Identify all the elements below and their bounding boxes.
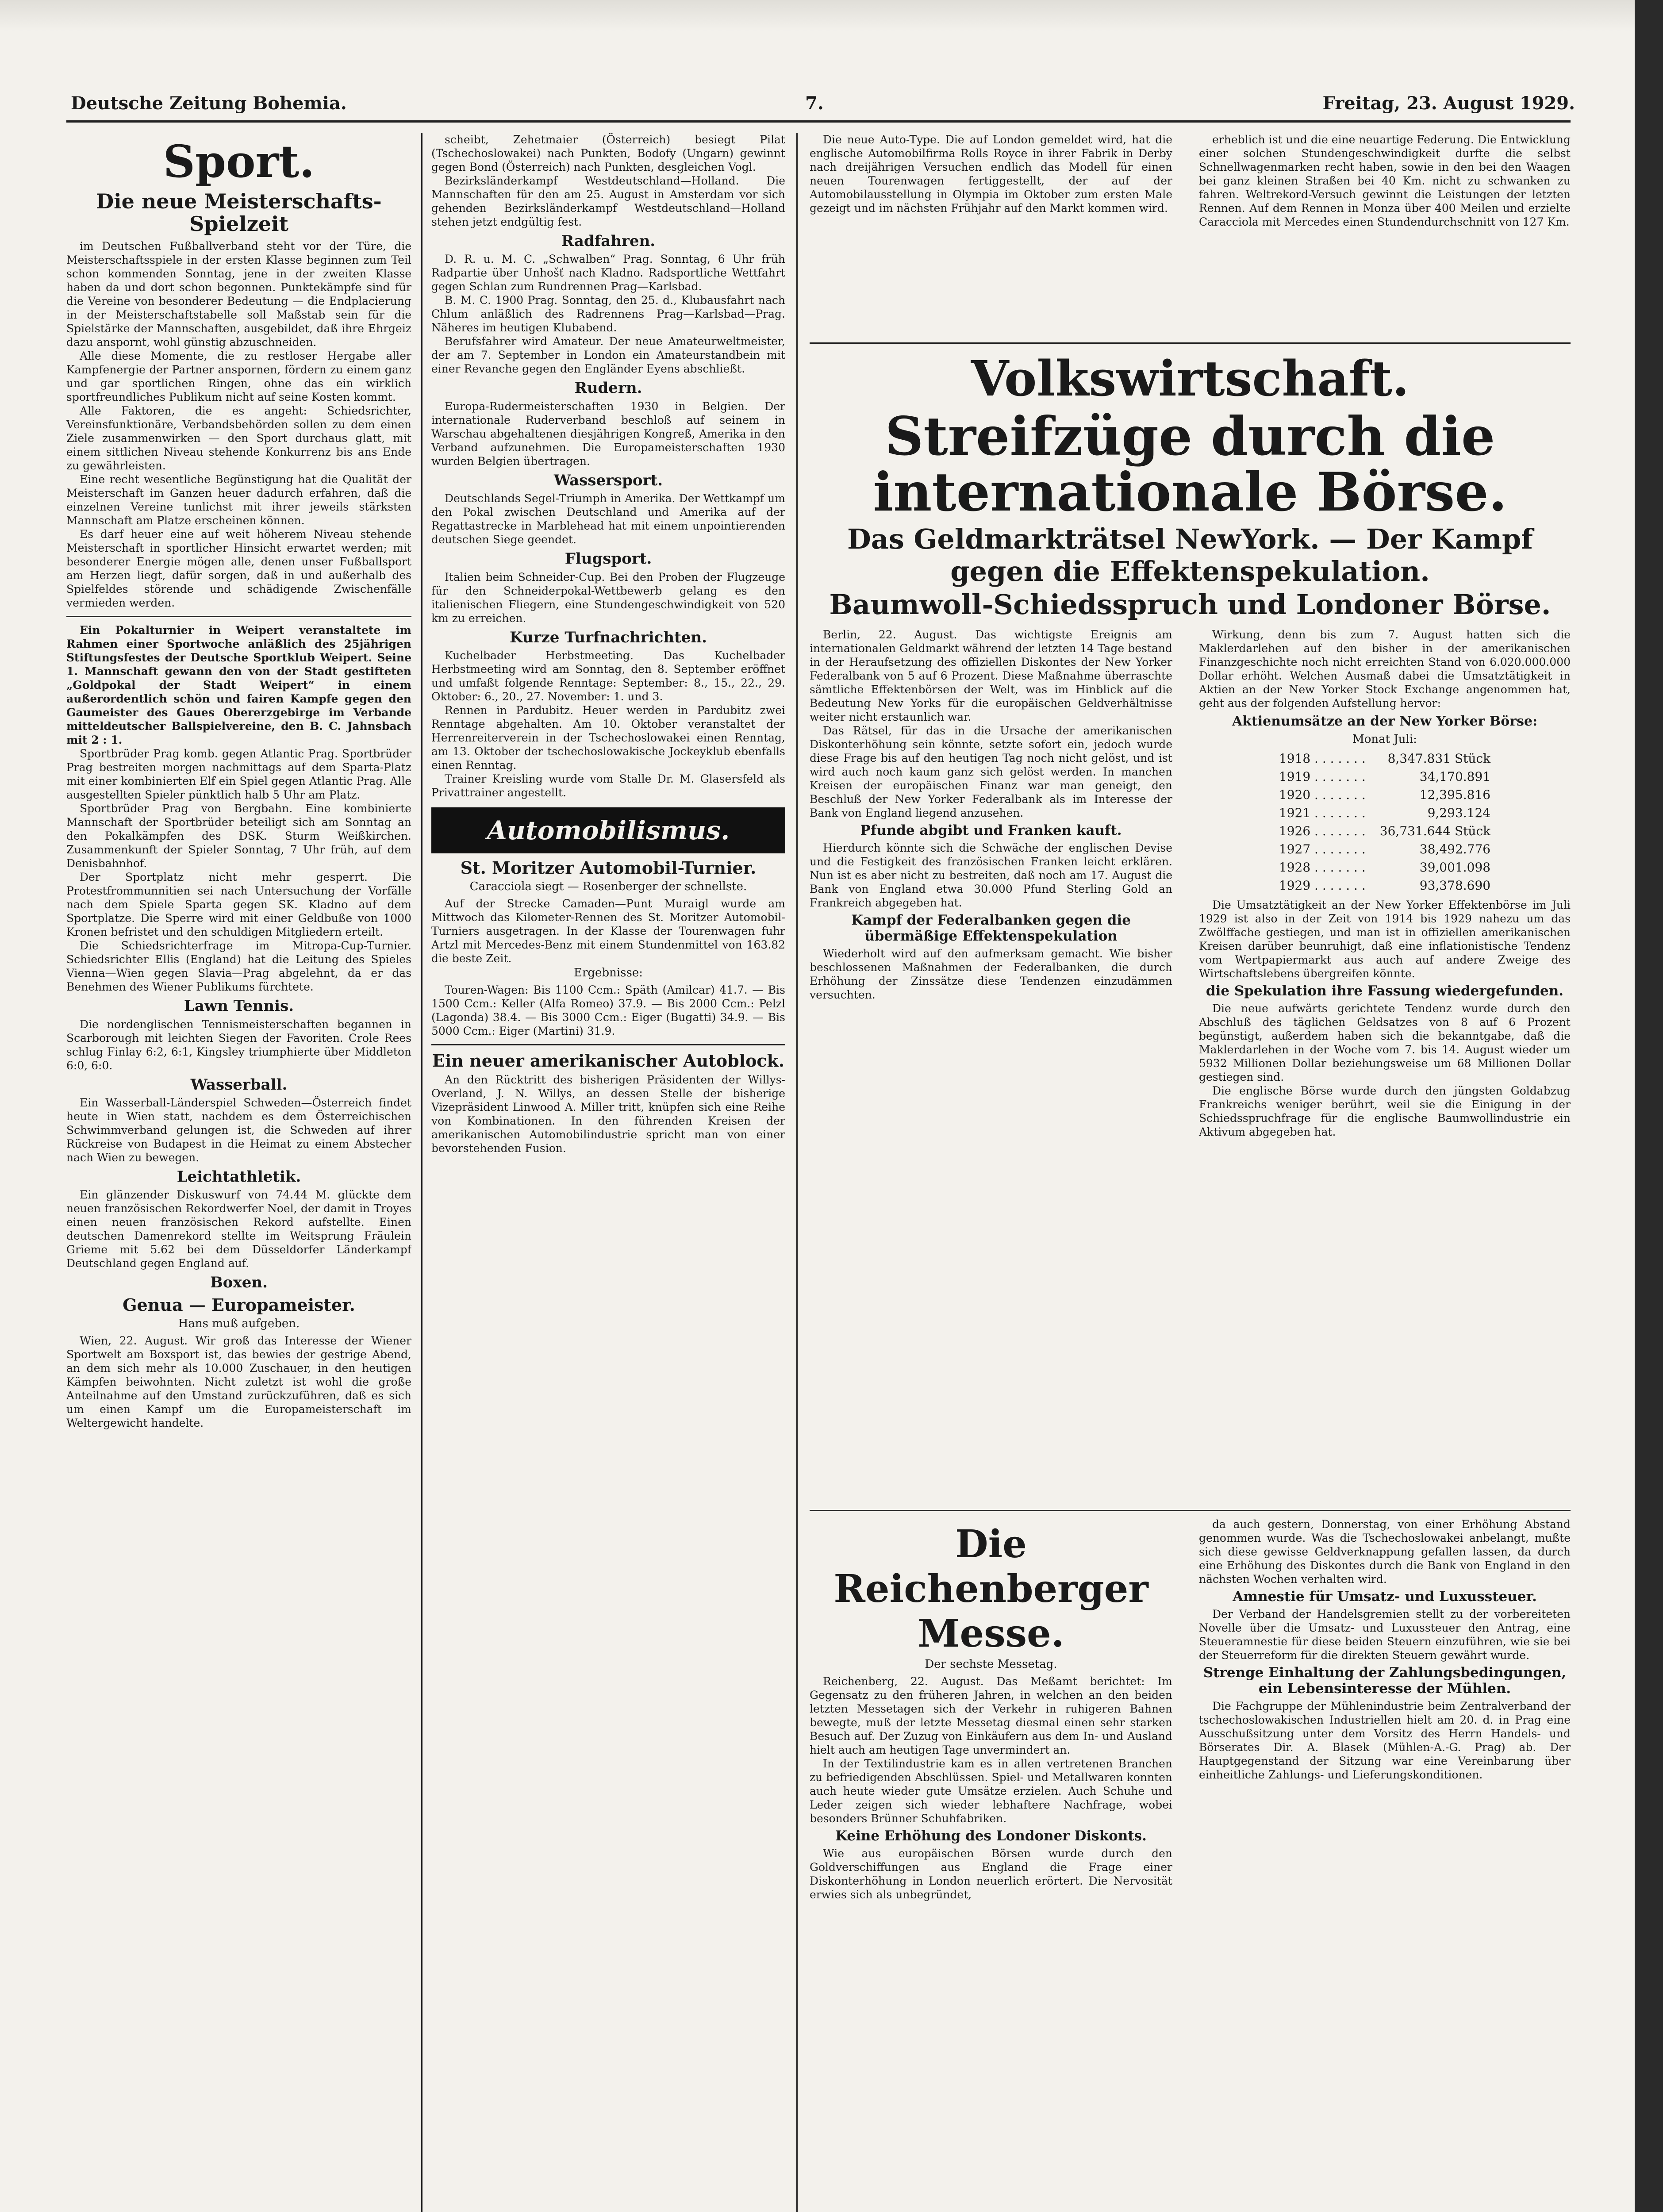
paragraph: Eine recht wesentliche Begünstigung hat die Qualität der Meisterschaft im Ganzen heuer dadurch erfahren, daß die einzelnen Vereine tunlichst mit ihrer jeweils stärksten Mannschaft am Platze erscheinen können. xyxy=(66,473,411,527)
stock-value: 9,293.124 xyxy=(1427,806,1491,820)
stock-value: 36,731.644 Stück xyxy=(1379,824,1491,838)
notice-sportbrueder: Sportbrüder Prag komb. gegen Atlantic Prag. Sportbrüder Prag bestreiten morgen nachmittags auf dem Sparta-Platz mit einer kombinierten Elf ein Spiel gegen Atlantic Prag. Alle ausgestellten Spieler pünktlich halb 5 Uhr am Platz. xyxy=(66,747,411,802)
paragraph-lawn-tennis: Die nordenglischen Tennismeisterschaften begannen in Scarborough mit leichten Siegen der Favoriten. Crole Rees schlug Finlay 6:2, 6:1, Kingsley triumphierte über Middleton 6:0, 6:0. xyxy=(66,1018,411,1072)
article-title-autoblock: Ein neuer amerikanischer Autoblock. xyxy=(432,1050,785,1071)
paragraph-boxen: Wien, 22. August. Wir groß das Interesse der Wiener Sportwelt am Boxsport ist, das bewies der gestrige Abend, an dem sich mehr als 10.000 Zuschauer, in den heutigen Kämpfen beiwohnten. Nicht zuletzt ist wohl die große Anteilnahme auf den Umstand zurückzuführen, daß es sich um einen Kampf um die Europameisterschaft im Weltergewicht handelte. xyxy=(66,1334,411,1429)
headline-baumwolle: Baumwoll-Schiedsspruch und Londoner Börse. xyxy=(829,588,1551,621)
paragraph: Die englische Börse wurde durch den jüngsten Goldabzug Frankreichs weniger berührt, weil sie die Einigung in der Schiedsspruchfrage für die englische Baumwollindustrie ein Aktivum abgegeben hat. xyxy=(1199,1084,1571,1138)
heading-turf: Kurze Turfnachrichten. xyxy=(510,628,707,646)
paragraph: scheibt, Zehetmaier (Österreich) besiegt Pilat (Tschechoslowakei) nach Punkten, Bodofy (Ungarn) gewinnt gegen Bond (Österreich) nach Punkten, desgleichen Vogl. xyxy=(431,133,785,173)
heading-flugsport: Flugsport. xyxy=(565,550,652,568)
subhead-zahlungsbedingungen: Strenge Einhaltung der Zahlungsbedingungen, ein Lebensinteresse der Mühlen. xyxy=(1203,1665,1567,1697)
column-rule-1 xyxy=(421,133,422,2212)
paragraph: Rennen in Pardubitz. Heuer werden in Pardubitz zwei Renntage abgehalten. Am 10. Oktober veranstaltet der Herrenreiterverein in der Tschechoslowakei einen Renntag, am 13. Oktober der tschechoslowakische Jockeyklub ebenfalls einen Renntag. xyxy=(431,703,785,772)
paragraph-results: Touren-Wagen: Bis 1100 Ccm.: Späth (Amilcar) 41.7. — Bis 1500 Ccm.: Keller (Alfa Romeo) 37.9. — Bis 2000 Ccm.: Pelzl (Lagonda) 38.4. — Bis 3000 Ccm.: Eiger (Bugatti) 34.9. — Bis 5000 Ccm.: Eiger (Martini) 31.9. xyxy=(431,983,785,1037)
paragraph: Alle diese Momente, die zu restloser Hergabe aller Kampfenergie der Partner anspornen, fördern zu einem ganz und gar sportlichen Ringen, ohne das ein wirklich sportfreundliches Publikum nicht auf seine Kosten kommt. xyxy=(66,349,411,404)
subhead-spekulation: die Spekulation ihre Fassung wiedergefunden. xyxy=(1206,983,1564,999)
stock-table xyxy=(1272,749,1498,895)
issue-date: Freitag, 23. August 1929. xyxy=(1322,93,1575,114)
stock-year: 1929 . . . . . . . xyxy=(1279,878,1366,893)
subhead-amnestie: Amnestie für Umsatz- und Luxussteuer. xyxy=(1233,1589,1537,1605)
section-title-volkswirtschaft: Volkswirtschaft. xyxy=(971,350,1410,407)
boerse-article xyxy=(810,628,1571,1504)
stock-row xyxy=(1272,858,1498,876)
column-rule-2 xyxy=(796,133,798,2212)
top-notices xyxy=(810,133,1571,336)
paragraph: im Deutschen Fußballverband steht vor der Türe, die Meisterschaftsspiele in der ersten Klasse beginnen zum Teil schon kommenden Sonntag, jene in der zweiten Klasse haben da und dort schon begonnen. Punktekämpfe sind für die Vereine von besonderer Bedeutung — die Endplacierung in der Meisterschaftstabelle soll Maßstab sein für die Spielstärke der Mannschaften, ausgebildet, daß ihre Ehrgeiz dazu anspornt, wohl günstig abzuschneiden. xyxy=(66,240,411,349)
paper-name: Deutsche Zeitung Bohemia. xyxy=(71,93,347,114)
paragraph-auto-type: Die neue Auto-Type. Die auf London gemeldet wird, hat die englische Automobilfirma Rolls Royce in ihrer Fabrik in Derby nach dreijährigen Versuchen endlich das Modell für einen neuen Tourenwagen fertiggestellt, der auf der Automobilausstellung in Olympia im Oktober zum ersten Male gezeigt und im nächsten Frühjahr auf den Markt kommen wird. xyxy=(810,133,1172,215)
paragraph-leichtathletik: Ein glänzender Diskuswurf von 74.44 M. glückte dem neuen französischen Rekordwerfer Noel, der damit in Troyes einen neuen französischen Rekord aufstellte. Einen deutschen Damenrekord stellte im Weitsprung Fräulein Grieme mit 5.62 bei dem Düsseldorfer Länderkampf Deutschland gegen England auf. xyxy=(66,1188,411,1270)
stock-year: 1926 . . . . . . . xyxy=(1279,824,1366,838)
column-volkswirtschaft xyxy=(810,133,1571,2212)
heading-boxen: Boxen. xyxy=(210,1274,268,1292)
paragraph: Trainer Kreisling wurde vom Stalle Dr. M. Glasersfeld als Privattrainer angestellt. xyxy=(431,772,785,799)
subhead-diskont: Keine Erhöhung des Londoner Diskonts. xyxy=(835,1828,1147,1844)
heading-radfahren: Radfahren. xyxy=(561,232,656,250)
paragraph: Wiederholt wird auf den aufmerksam gemacht. Wie bisher beschlossenen Maßnahmen der Federalbanken, die durch Erhöhung der Zinssätze diese Tendenzen einzudämmen versuchten. xyxy=(810,947,1172,1001)
scan-right-edge xyxy=(1635,0,1663,2212)
stock-row xyxy=(1272,822,1498,840)
paragraph: Die Umsatztätigkeit an der New Yorker Effektenbörse im Juli 1929 ist also in der Zeit von 1914 bis 1929 nahezu um das Zwölffache gestiegen, und man ist in offiziellen amerikanischen Kreisen darüber beunruhigt, daß eine inflationistische Tendenz vom Wertpapiermarkt aus auch auf andere Zweige des Wirtschaftslebens übergreifen könnte. xyxy=(1199,899,1571,980)
article-title-meisterschaft: Die neue Meisterschafts-Spielzeit xyxy=(96,189,382,236)
paragraph: Die neue aufwärts gerichtete Tendenz wurde durch den Abschluß des täglichen Geldsatzes von 8 auf 6 Prozent begünstigt, außerdem haben sich die bekanntgabe, daß die Maklerdarlehen in der Woche vom 7. bis 14. August wieder um 5932 Millionen Dollar beziehungsweise um 68 Millionen Dollar gestiegen sind. xyxy=(1199,1002,1571,1083)
paragraph: B. M. C. 1900 Prag. Sonntag, den 25. d., Klubausfahrt nach Chlum anläßlich des Radrennens Prag—Karlsbad—Prag. Näheres im heutigen Klubabend. xyxy=(431,294,785,334)
stock-value: 38,492.776 xyxy=(1419,842,1491,856)
paragraph: Wie aus europäischen Börsen wurde durch den Goldverschiffungen aus England die Frage einer Diskonterhöhung in London neuerlich erörtert. Die Nervosität erwies sich als unbegründet, xyxy=(810,1847,1172,1901)
notice-pokalturnier: Ein Pokalturnier in Weipert veranstaltete im Rahmen einer Sportwoche anläßlich des 25jährigen Stiftungsfestes der Deutsche Sportklub Weipert. Seine 1. Mannschaft gewann den von der Stadt gestifteten „Goldpokal der Stadt Weipert“ in einem außerordentlich schön und fairen Kampfe gegen den Gaumeister des Gaues Obererzgebirge im Verbande mitteldeutscher Ballspielvereine, den B. C. Jahnsbach mit 2 : 1. xyxy=(66,624,411,747)
stock-row xyxy=(1272,840,1498,858)
stock-row xyxy=(1272,804,1498,822)
divider xyxy=(431,1044,785,1045)
heading-wasserball: Wasserball. xyxy=(190,1075,288,1094)
stock-row xyxy=(1272,786,1498,804)
stock-year: 1928 . . . . . . . xyxy=(1279,860,1366,875)
stock-row xyxy=(1272,876,1498,895)
column-sport-2 xyxy=(431,133,785,2212)
heading-leichtathletik: Leichtathletik. xyxy=(177,1167,301,1186)
heading-lawn-tennis: Lawn Tennis. xyxy=(184,997,294,1015)
paragraph: Berufsfahrer wird Amateur. Der neue Amateurweltmeister, der am 7. September in London ein Amateurstandbein mit einer Revanche gegen den Engländer Eyens abschließt. xyxy=(431,335,785,376)
stock-year: 1927 . . . . . . . xyxy=(1279,842,1366,856)
paragraph: Das Rätsel, für das in die Ursache der amerikanischen Diskonterhöhung sein könnte, setzte sofort ein, jedoch wurde diese Frage bis auf den heutigen Tag noch nicht gelöst, und ist wird auch noch kaum ganz sich gelöst werden. In manchen Kreisen der europäischen Finanz war man geneigt, den Beschluß der New Yorker Federalbank als im Interesse der Bank von England liegend anzusehen. xyxy=(810,724,1172,819)
paragraph: Hierdurch könnte sich die Schwäche der englischen Devise und die Festigkeit des französischen Franken leicht erklären. Nun ist es aber nicht zu bestreiten, daß noch am 17. August die Bank von England etwa 30.000 Pfund Sterling Gold an Frankreich abgegeben hat. xyxy=(810,841,1172,909)
page-number: 7. xyxy=(805,93,824,114)
subhead-federalbanken: Kampf der Federalbanken gegen die übermäßige Effektenspekulation xyxy=(851,912,1131,944)
paragraph: Berlin, 22. August. Das wichtigste Ereignis am internationalen Geldmarkt während der letzten 14 Tage bestand in der Heraufsetzung des offiziellen Diskontes der New Yorker Federalbank von 5 auf 6 Prozent. Diese Maßnahme überraschte sämtliche Effektenbörsen der Welt, was im Hinblick auf die Bedeutung New Yorks für die europäischen Geldverhältnisse weiter nicht erstaunlich war. xyxy=(810,628,1172,723)
stock-value: 12,395.816 xyxy=(1419,787,1491,802)
paragraph-wasserball: Ein Wasserball-Länderspiel Schweden—Österreich findet heute in Wien statt, nachdem es dem Österreichischen Schwimmverband gelungen ist, die Schweden auf ihrer Rückreise von Budapest in die Heimat zu einem Abstecher nach Wien zu bewegen. xyxy=(66,1096,411,1164)
paragraph: Alle Faktoren, die es angeht: Schiedsrichter, Vereinsfunktionäre, Verbandsbehörden sollen zu dem einen Ziele zusammenwirken — den Sport durchaus glatt, mit einem sittlichen Niveau stehende Konkurrenz bis ans Ende zu gewährleisten. xyxy=(66,404,411,472)
paragraph-weltrekord: erheblich ist und die eine neuartige Federung. Die Entwicklung einer solchen Stundengeschwindigkeit durfte die selbst Schnellwagenmarken recht haben, sowie in den bei den Waagen bei ganz kleinen Straßen bei 40 Km. nicht zu schwanken zu fahren. Weltrekord-Versuch gewinnt die Leistungen der letzten Rennen. Auf dem Rennen in Monza über 400 Meilen und erzielte Caracciola mit Mercedes einen Stundendurchschnitt von 127 Km. xyxy=(1199,133,1571,228)
paragraph: Die Fachgruppe der Mühlenindustrie beim Zentralverband der tschechoslowakischen Industriellen hielt am 20. d. in Prag eine Ausschußsitzung unter dem Vorsitz des Herrn Handels- und Börserates Dir. A. Blasek (Mühlen-A.-G. Prag) ab. Der Hauptgegenstand der Sitzung war eine Vereinbarung über einheitliche Zahlungs- und Lieferungskonditionen. xyxy=(1199,1700,1571,1781)
heading-rudern: Rudern. xyxy=(574,379,642,397)
paragraph: D. R. u. M. C. „Schwalben“ Prag. Sonntag, 6 Uhr früh Radpartie über Unhošť nach Kladno. Radsportliche Wettfahrt gegen Schlan zum Rundrennen Prag—Karlsbad. xyxy=(431,253,785,293)
article-title-boxen: Genua — Europameister. xyxy=(123,1294,355,1315)
divider xyxy=(810,342,1571,344)
paragraph: Auf der Strecke Camaden—Punt Muraigl wurde am Mittwoch das Kilometer-Rennen des St. Moritzer Automobil-Turniers ausgetragen. In der Klasse der Tourenwagen fuhr Artzl mit Mercedes-Benz mit einem Stundenmittel von 163.82 die beste Zeit. xyxy=(431,897,785,965)
stock-table-heading: Aktienumsätze an der New Yorker Börse: xyxy=(1232,714,1538,729)
stock-row xyxy=(1272,749,1498,768)
paragraph: Kuchelbader Herbstmeeting. Das Kuchelbader Herbstmeeting wird am Sonntag, den 8. September eröffnet und umfaßt folgende Renntage: September: 8., 15., 22., 29. Oktober: 6., 20., 27. November: 1. und 3. xyxy=(431,649,785,703)
notice-sportbrueder-2: Sportbrüder Prag von Bergbahn. Eine kombinierte Mannschaft der Sportbrüder beteiligt sich am Sonntag an den Pokalkämpfen des DSK. Sturm Weißkirchen. Zusammenkunft der Spieler Sonntag, 7 Uhr früh, auf dem Denisbahnhof. xyxy=(66,802,411,870)
scan-top-edge xyxy=(0,0,1663,31)
headline-reichenberger-messe: Die Reichenberger Messe. xyxy=(833,1522,1148,1656)
paragraph: Es darf heuer eine auf weit höherem Niveau stehende Meisterschaft in sportlicher Hinsicht erwartet werden; mit besonderer Energie mögen alle, denen unser Fußballsport am Herzen liegt, dafür sorgen, daß in und außerhalb des Spielfeldes störende und schädigende Zwischenfälle vermieden werden. xyxy=(66,528,411,610)
results-heading: Ergebnisse: xyxy=(574,966,643,979)
subhead-pfunde: Pfunde abgibt und Franken kauft. xyxy=(860,822,1122,838)
paragraph: Wirkung, denn bis zum 7. August hatten sich die Maklerdarlehen auf den bisher in der amerikanischen Finanzgeschichte noch nicht erreichten Stand von 6.020.000.000 Dollar erhöht. Welchen Ausmaß dabei die Umsatztätigkeit in Aktien an der New Yorker Stock Exchange angenommen hat, geht aus der folgenden Aufstellung hervor: xyxy=(1199,628,1571,710)
stock-year: 1919 . . . . . . . xyxy=(1279,769,1366,784)
paragraph: da auch gestern, Donnerstag, von einer Erhöhung Abstand genommen wurde. Was die Tschechoslowakei anbelangt, mußte sich diese gewisse Geldverknappung gefallen lassen, da durch eine Erhöhung des Diskontes durch die Bank von England in den nächsten Wochen verhalten wird. xyxy=(1199,1518,1571,1586)
stock-value: 34,170.891 xyxy=(1419,769,1491,784)
stock-value: 39,001.098 xyxy=(1419,860,1491,875)
column-sport xyxy=(66,133,411,2212)
paragraph: An den Rücktritt des bisherigen Präsidenten der Willys-Overland, J. N. Willys, an dessen Stelle der bisherige Vizepräsident Linwood A. Miller tritt, knüpfen sich eine Reihe von Kombinationen. In den führenden Kreisen der amerikanischen Automobilindustrie spricht man von einer bevorstehenden Fusion. xyxy=(431,1073,785,1155)
paragraph: Reichenberg, 22. August. Das Meßamt berichtet: Im Gegensatz zu den früheren Jahren, in welchen an den beiden letzten Messetagen sich der Verkehr in ruhigeren Bahnen bewegte, muß der letzte Messetag diesmal einen sehr starken Besuch auf. Der Zuzug von Einkäufern aus dem In- und Ausland hielt auch am heutigen Tage unvermindert an. xyxy=(810,1675,1172,1756)
article-subtitle-boxen: Hans muß aufgeben. xyxy=(178,1317,300,1330)
section-title-sport: Sport. xyxy=(163,135,315,188)
stock-value: 93,378.690 xyxy=(1419,878,1491,893)
headline-geldmarkt: Das Geldmarkträtsel NewYork. — Der Kampf gegen die Effektenspekulation. xyxy=(847,523,1533,588)
divider xyxy=(810,1510,1571,1511)
heading-wassersport: Wassersport. xyxy=(553,471,663,489)
stock-value: 8,347.831 Stück xyxy=(1387,751,1491,766)
stock-table-subheading: Monat Juli: xyxy=(1352,733,1417,746)
stock-year: 1920 . . . . . . . xyxy=(1279,787,1366,802)
stock-year: 1918 . . . . . . . xyxy=(1279,751,1366,766)
stock-year: 1921 . . . . . . . xyxy=(1279,806,1366,820)
stock-row xyxy=(1272,768,1498,786)
section-bar-automobilismus: Automobilismus. xyxy=(431,807,785,853)
paragraph: In der Textilindustrie kam es in allen vertretenen Branchen zu befriedigenden Abschlüssen. Spiel- und Metallwaren konnten auch heute wieder gute Umsätze erzielen. Auch Schuhe und Leder zeigen sich wieder lebhaftere Nachfrage, wobei besonders Brünner Schuhfabriken. xyxy=(810,1757,1172,1825)
paragraph: Der Verband der Handelsgremien stellt zu der vorbereiteten Novelle über die Umsatz- und Luxussteuer den Antrag, eine Steueramnestie für diese beiden Steuern einzuführen, wie sie bei der Steuerreform für die direkten Steuern gewährt wurde. xyxy=(1199,1608,1571,1662)
paragraph: Italien beim Schneider-Cup. Bei den Proben der Flugzeuge für den Schneiderpokal-Wettbewerb gelang es den italienischen Fliegern, eine Stundengeschwindigkeit von 520 km zu erreichen. xyxy=(431,570,785,625)
article-title-st-moritz: St. Moritzer Automobil-Turnier. xyxy=(460,857,757,878)
notice-schiedsrichter: Die Schiedsrichterfrage im Mitropa-Cup-Turnier. Schiedsrichter Ellis (England) hat die Leitung des Spieles Vienna—Wien gegen Slavia—Prag abgelehnt, da er das Benehmen des Wiener Publikums fürchtete. xyxy=(66,939,411,994)
notice-sportplatz: Der Sportplatz nicht mehr gesperrt. Die Protestfrommunnitien sei nach Untersuchung der Vorfälle nach dem Spiele Sparta gegen SK. Kladno auf dem Sportplatze. Die Sperre wird mit einer Geldbuße von 1000 Kronen befristet und den schuldigen Mitgliedern erteilt. xyxy=(66,871,411,939)
paragraph: Bezirksländerkampf Westdeutschland—Holland. Die Mannschaften für den am 25. August in Amsterdam vor sich gehenden Bezirksländerkampf Westdeutschland—Holland stehen jetzt endgültig fest. xyxy=(431,174,785,228)
paragraph: Europa-Rudermeisterschaften 1930 in Belgien. Der internationale Ruderverband beschloß auf seinem in Warschau abgehaltenen diesjährigen Kongreß, Amerika in den Verband aufzunehmen. Die Europameisterschaften 1930 wurden Belgien übertragen. xyxy=(431,399,785,468)
article-subtitle-st-moritz: Caracciola siegt — Rosenberger der schnellste. xyxy=(469,879,747,893)
masthead-rule xyxy=(66,120,1571,123)
divider xyxy=(66,616,411,617)
messe-article xyxy=(810,1517,1571,2212)
headline-boerse: Streifzüge durch die internationale Börse. xyxy=(873,405,1507,523)
masthead xyxy=(71,93,1575,119)
paragraph: Deutschlands Segel-Triumph in Amerika. Der Wettkampf um den Pokal zwischen Deutschland und Amerika auf der Regattastrecke in Marblehead hat mit einem unpointierenden deutschen Siege geendet. xyxy=(431,492,785,546)
subhead-messetag: Der sechste Messetag. xyxy=(925,1658,1057,1671)
